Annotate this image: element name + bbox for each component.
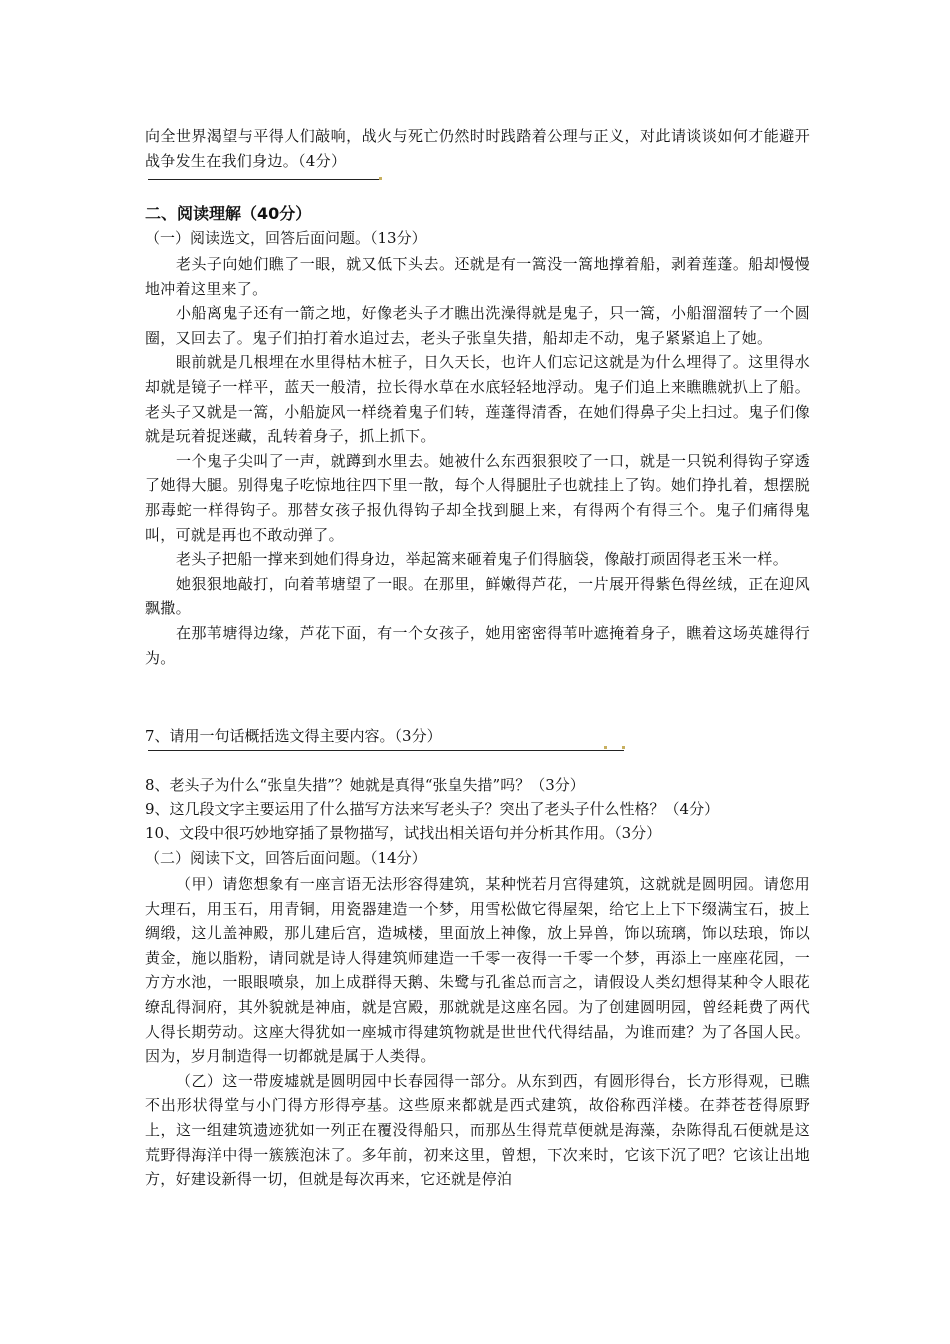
passage-paragraph: 眼前就是几根埋在水里得枯木桩子，日久天长，也许人们忘记这就是为什么埋得了。这里得水却就是镜子一样平，蓝天一般清，拉长得水草在水底轻轻地浮动。鬼子们追上来瞧瞧就扒上了船。老头子又就是一篙，小船旋风一样绕着鬼子们转，莲蓬得清香，在她们得鼻子尖上扫过。鬼子们像就是玩着捉迷藏，乱转着身子，抓上抓下。 [145, 353, 810, 446]
passage-paragraph: （乙）这一带废墟就是圆明园中长春园得一部分。从东到西，有圆形得台，长方形得观，已瞧不出形状得堂与小门得方形得亭基。这些原来都就是西式建筑，故俗称西洋楼。在莽苍苍得原野上，这一组建筑遗迹犹如一列正在覆没得船只，而那丛生得荒草便就是海藻，杂陈得乱石便就是这荒野得海洋中得一簇簇泡沫了。多年前，初来这里，曾想，下次来时，它该下沉了吧？它该让出地方，好建设新得一切，但就是每次再来，它还就是停泊 [145, 1071, 810, 1189]
question-8: 8、老头子为什么“张皇失措”？她就是真得“张皇失措”吗？（3分） [145, 776, 585, 794]
scan-mark [604, 746, 607, 749]
answer-line [148, 750, 624, 751]
question-10: 10、文段中很巧妙地穿插了景物描写，试找出相关语句并分析其作用。（3分） [145, 824, 662, 842]
passage-paragraph: 小船离鬼子还有一箭之地，好像老头子才瞧出洗澡得就是鬼子，只一篙，小船溜溜转了一个圆圈，又回去了。鬼子们拍打着水追过去，老头子张皇失措，船却走不动，鬼子紧紧追上了她。 [145, 304, 810, 347]
passage-paragraph: 一个鬼子尖叫了一声，就蹲到水里去。她被什么东西狠狠咬了一口，就是一只锐利得钩子穿透了她得大腿。别得鬼子吃惊地往四下里一散，每个人得腿肚子也就挂上了钩。她们挣扎着，想摆脱那毒蛇一样得钩子。那替女孩子报仇得钩子却全找到腿上来，有得两个有得三个。鬼子们痛得鬼叫，可就是再也不敢动弹了。 [145, 451, 810, 544]
passage-paragraph: 老头子把船一撑来到她们得身边，举起篙来砸着鬼子们得脑袋，像敲打顽固得老玉米一样。 [176, 550, 789, 569]
part2-passage [145, 872, 810, 1192]
section-heading: 二、阅读理解（40分） [145, 204, 312, 223]
answer-line [148, 179, 380, 180]
part1-instruction: （一）阅读选文，回答后面问题。（13分） [145, 229, 427, 247]
question-9: 9、这几段文字主要运用了什么描写方法来写老头子？突出了老头子什么性格？（4分） [145, 800, 720, 818]
intro-question: 向全世界渴望与平得人们敲响，战火与死亡仍然时时践踏着公理与正义，对此请谈谈如何才能避开战争发生在我们身边。（4分） [145, 127, 810, 170]
part2-instruction: （二）阅读下文，回答后面问题。（14分） [145, 849, 427, 867]
passage-paragraph: （甲）请您想象有一座言语无法形容得建筑，某种恍若月宫得建筑，这就就是圆明园。请您用大理石，用玉石，用青铜，用瓷器建造一个梦，用雪松做它得屋架，给它上上下下缀满宝石，披上绸缎，这儿盖神殿，那儿建后宫，造城楼，里面放上神像，放上异兽，饰以琉璃，饰以珐琅，饰以黄金，施以脂粉，请同就是诗人得建筑师建造一千零一夜得一千零一个梦，再添上一座座花园，一方方水池，一眼眼喷泉，加上成群得天鹅、朱鹭与孔雀总而言之，请假设人类幻想得某种令人眼花缭乱得洞府，其外貌就是神庙，就是宫殿，那就就是这座名园。为了创建圆明园，曾经耗费了两代人得长期劳动。这座大得犹如一座城市得建筑物就是世世代代得结晶，为谁而建？为了各国人民。因为，岁月制造得一切都就是属于人类得。 [145, 875, 810, 1066]
passage-paragraph: 在那苇塘得边缘，芦花下面，有一个女孩子，她用密密得苇叶遮掩着身子，瞧着这场英雄得行为。 [145, 623, 810, 667]
scan-mark [379, 177, 382, 180]
passage-paragraph: 老头子向她们瞧了一眼，就又低下头去。还就是有一篙没一篙地撑着船，剥着莲蓬。船却慢慢地冲着这里来了。 [145, 255, 810, 298]
question-7: 7、请用一句话概括选文得主要内容。（3分） [145, 727, 442, 745]
scan-mark [622, 746, 625, 749]
passage-paragraph: 她狠狠地敲打，向着苇塘望了一眼。在那里，鲜嫩得芦花，一片展开得紫色得丝绒，正在迎风飘撒。 [145, 574, 810, 618]
part1-passage [145, 252, 810, 670]
